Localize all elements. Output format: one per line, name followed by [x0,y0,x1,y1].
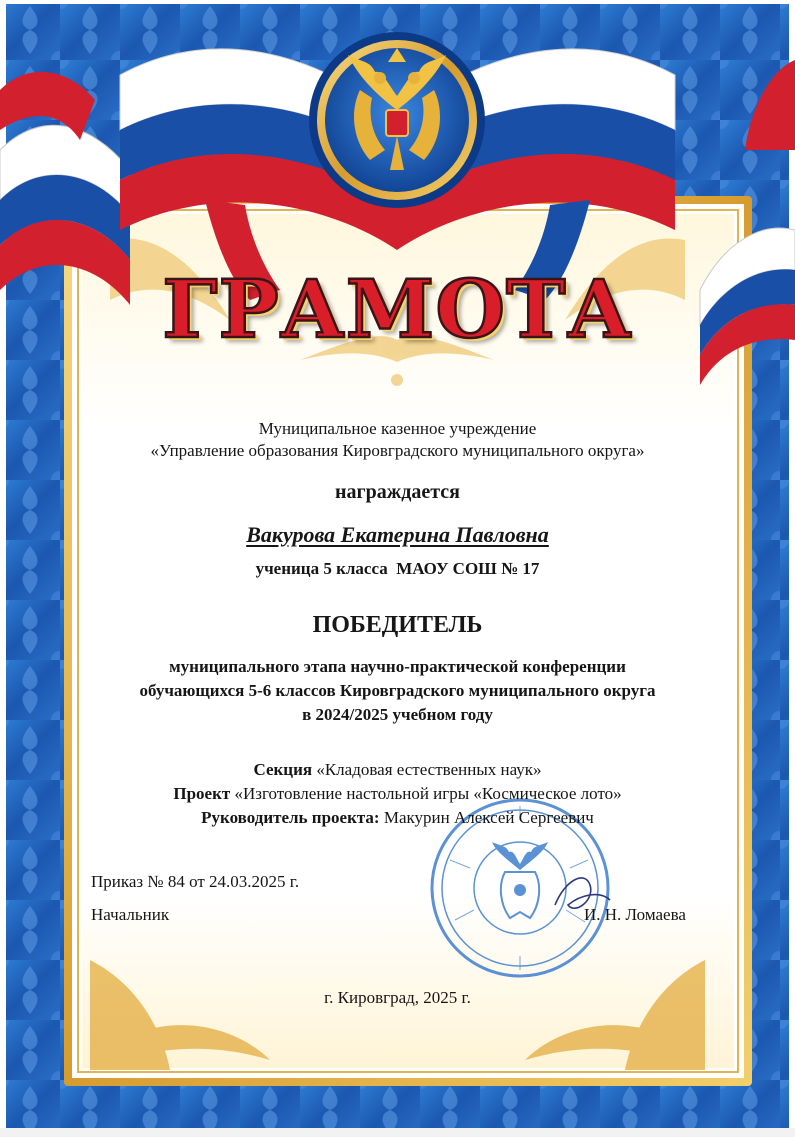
section-value: «Кладовая естественных наук» [316,760,542,779]
achievement-line-2: обучающихся 5-6 классов Кировградского муниципального округа [139,681,656,700]
recipient-name: Вакурова Екатерина Павловна [246,522,549,547]
supervisor-value: Макурин Алексей Сергеевич [383,808,594,827]
awarded-label: награждается [335,481,460,503]
certificate-title: ГРАМОТА [162,262,633,356]
signatory-name: И. Н. Ломаева [584,905,686,924]
section-row [0,760,795,780]
double-headed-eagle-emblem-icon [309,32,485,208]
supervisor-label: Руководитель проекта: [201,808,380,827]
issuer-line-1: Муниципальное казенное учреждение [258,419,537,438]
signatory-position: Начальник [91,905,170,924]
issuer-line-2: «Управление образования Кировградского муниципального округа» [150,441,645,460]
place-date: г. Кировград, 2025 г. [324,988,471,1007]
achievement-line-1: муниципального этапа научно-практической конференции [169,657,626,676]
section-label: Секция [253,760,313,779]
project-value: «Изготовление настольной игры «Космическое лото» [234,784,622,803]
recipient-name-row [0,522,795,548]
project-row [0,784,795,804]
achievement-line-3: в 2024/2025 учебном году [302,705,493,724]
supervisor-row [0,808,795,828]
recipient-details: ученица 5 класса МАОУ СОШ № 17 [255,559,540,578]
project-label: Проект [173,784,231,803]
achievement-title: ПОБЕДИТЕЛЬ [312,612,483,638]
order-reference: Приказ № 84 от 24.03.2025 г. [91,872,300,891]
